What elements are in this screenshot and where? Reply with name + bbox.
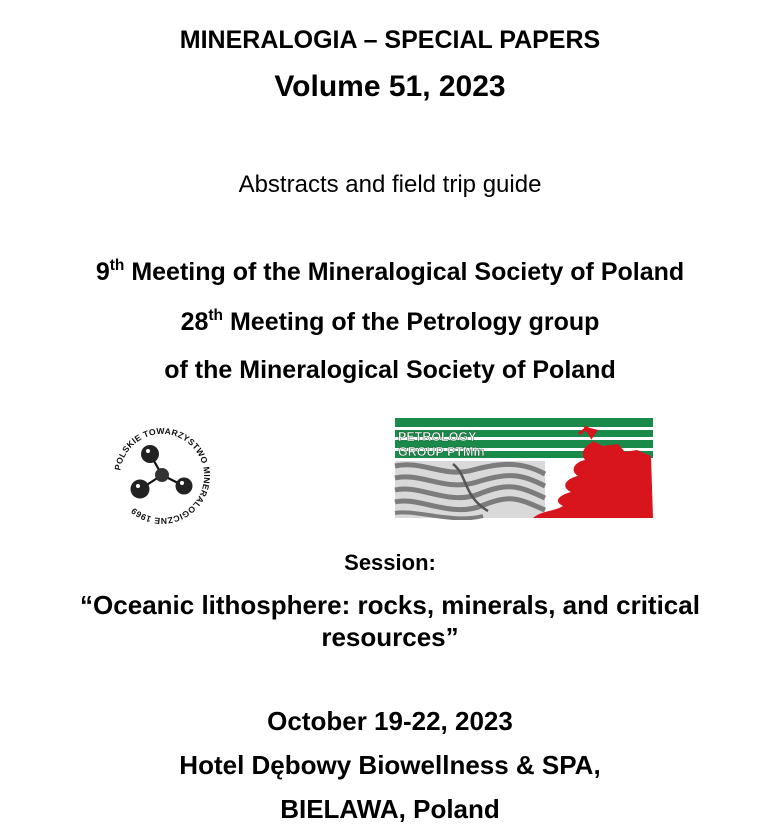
meeting-2-number: 28 — [180, 308, 209, 336]
seal-text: POLSKIE TOWARZYSTWO MINERALOGICZNE 1969 — [112, 425, 213, 527]
meeting-1-number: 9 — [95, 258, 110, 286]
atom-center-icon — [155, 468, 169, 482]
meeting-2-ordinal: th — [208, 307, 224, 325]
petrology-text: PETROLOGY — [398, 430, 477, 444]
event-dates: October 19-22, 2023 — [267, 706, 513, 736]
meeting-line-3: of the Mineralogical Society of Poland — [164, 356, 616, 384]
document-subtitle: Abstracts and field trip guide — [238, 171, 542, 198]
journal-series: MINERALOGIA – SPECIAL PAPERS — [179, 26, 601, 54]
petrology-group-logo — [393, 416, 655, 520]
meeting-2-text: Meeting of the Petrology group — [223, 308, 600, 336]
society-seal-logo — [104, 418, 220, 528]
group-ptmin-text: GROUP PTMin — [398, 445, 485, 459]
atom-left-icon — [131, 480, 150, 499]
event-venue: Hotel Dębowy Biowellness & SPA, — [179, 750, 601, 780]
meeting-1-ordinal: th — [109, 257, 125, 275]
session-label: Session: — [344, 550, 436, 575]
folded-strata-icon — [395, 461, 545, 518]
meeting-line-2 — [0, 308, 780, 337]
session-title-line-1: “Oceanic lithosphere: rocks, minerals, and critical — [80, 590, 700, 620]
atom-top-icon — [141, 445, 159, 463]
volume-number: Volume 51, 2023 — [274, 70, 506, 103]
event-location: BIELAWA, Poland — [280, 794, 500, 824]
meeting-line-1 — [0, 258, 780, 287]
atom-right-icon — [176, 478, 193, 495]
meeting-1-text: Meeting of the Mineralogical Society of Poland — [124, 258, 685, 286]
session-title-line-2: resources” — [321, 622, 459, 652]
